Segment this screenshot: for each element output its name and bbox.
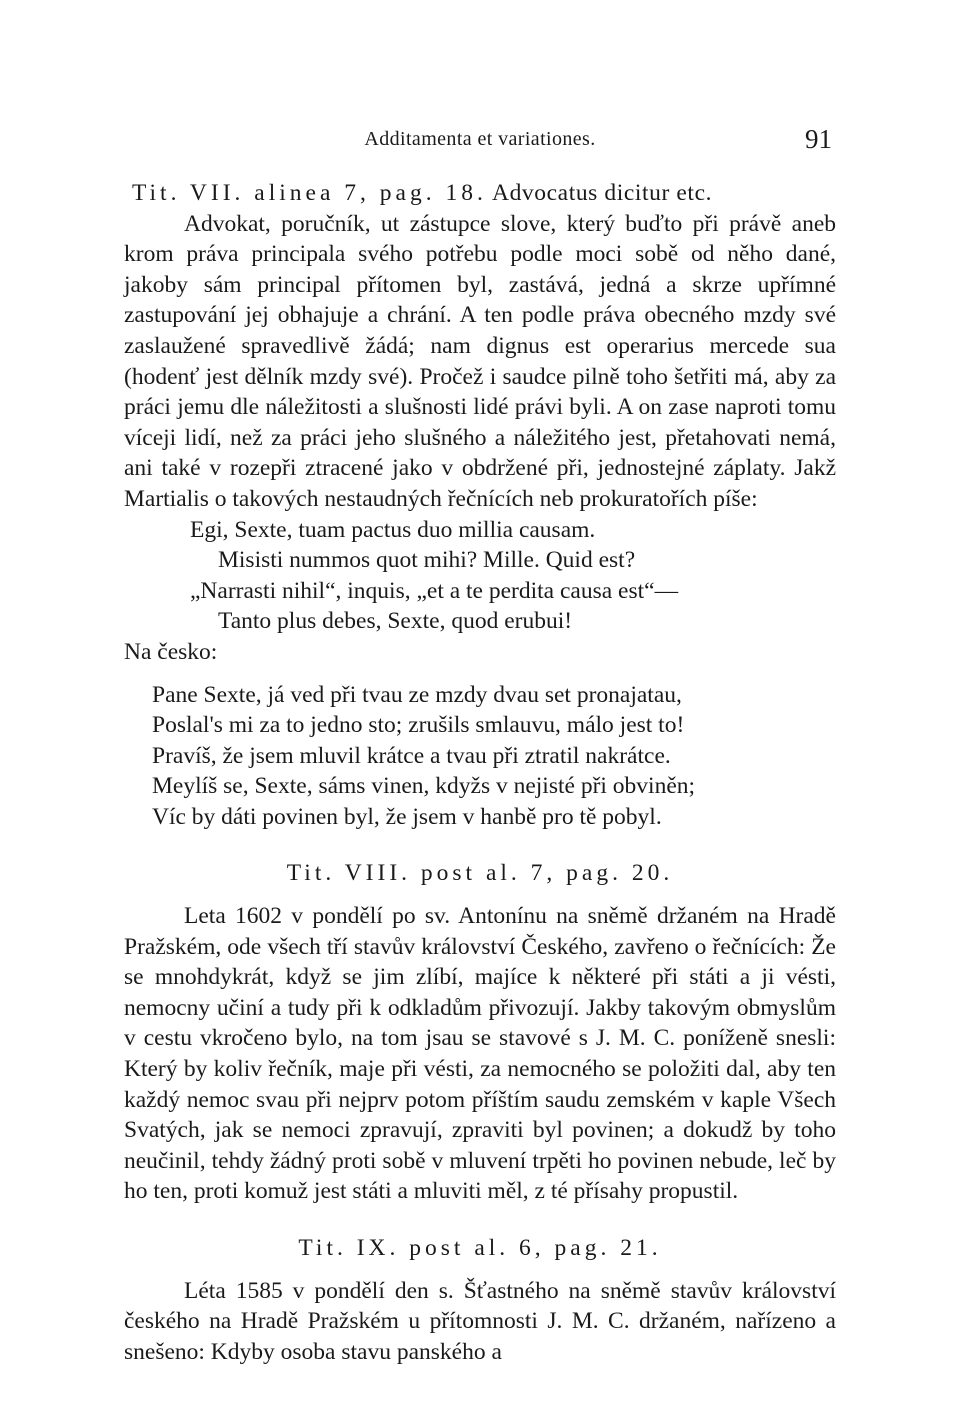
- section-ix-paragraph: Léta 1585 v pondělí den s. Šťastného na sněmě stavův království českého na Hradě Pražském u přítomnosti J. M. C. držaném, nařízeno a snešeno: Kdyby osoba stavu panského a: [124, 1277, 836, 1365]
- czech-verse-line: Pravíš, že jsem mluvil krátce a tvau při ztratil nakrátce.: [152, 742, 671, 769]
- latin-verse-line: Egi, Sexte, tuam pactus duo millia causam.: [190, 516, 596, 543]
- section-viii-heading: [124, 858, 836, 889]
- czech-translation-verse: [124, 680, 836, 833]
- czech-verse-line: Poslal's mi za to jedno sto; zrušils smlauvu, málo jest to!: [152, 712, 685, 739]
- section-vii-paragraph: Advokat, poručník, ut zástupce slove, který buďto při právě aneb krom práva principala svého potřebu podle moci sobě od něho dané, jakoby sám principal přítomen byl, zastává, jedná a skrze upřímné zastupování jej obhajuje a chrání. A ten podle práva obecného mzdy své zaslaužené spravedlivě žádá; nam dignus est operarius mercede sua (hodenť jest dělník mzdy své). Pročež i saudce pilně toho šetřiti má, aby za práci jemu dle náležitosti a slušnosti lidé právi byli. A on zase naproti tomu víceji lidí, než za práci jeho slušného a náležitého jest, přetahovati nemá, ani také v rozepři ztracené jako v obdržené při, jednostejné záplaty. Jakž Martialis o takových nestaudných řečnících neb prokuratořích píše:: [124, 210, 836, 512]
- running-title: Additamenta et variationes.: [364, 128, 596, 150]
- section-vii-heading: [124, 178, 836, 209]
- section-vii-reference: Tit. VII. alinea 7, pag. 18.: [132, 180, 487, 206]
- latin-verse-line: Tanto plus debes, Sexte, quod erubui!: [218, 608, 573, 635]
- page-number: 91: [805, 124, 832, 154]
- section-ix-heading-text: Tit. IX. post al. 6, pag. 21.: [298, 1235, 662, 1261]
- running-header: [0, 124, 960, 158]
- section-ix-heading: [124, 1233, 836, 1264]
- czech-verse-line: Meylíš se, Sexte, sáms vinen, kdyžs v nejisté při obviněn;: [152, 773, 696, 800]
- latin-verse-line: Misisti nummos quot mihi? Mille. Quid est?: [218, 547, 636, 574]
- czech-verse-line: Víc by dáti povinen byl, že jsem v hanbě pro tě pobyl.: [152, 803, 662, 830]
- latin-epigram: [124, 515, 836, 637]
- section-viii-paragraph: Leta 1602 v pondělí po sv. Antonínu na sněmě držaném na Hradě Pražském, ode všech tří stavův království Českého, zavřeno o řečnících: Že se mnohdykrát, když se jim zlíbí, majíce k některé při státi a ji vésti, nemocny učiní a tudy při k odkladům přivozují. Jakby takovým obmyslům v cestu vkročeno bylo, na tom jsau se stavové s J. M. C. poníženě snesli: Který by koliv řečník, maje při vésti, za nemocného se položiti dal, aby ten každý nemoc svau při nejprv potom příštím saudu zemském v kaple Všech Svatých, jak se nemoci zpravují, zpraviti byl povinen; a dokudž by toho neučinil, tehdy žádný proti sobě v mluvení trpěti ho povinen nebude, leč by ho ten, proti komuž jest státi a mluviti měl, z té přísahy propustil.: [124, 903, 836, 1205]
- czech-verse-line: Pane Sexte, já ved při tvau ze mzdy dvau set pronajatau,: [152, 681, 682, 708]
- latin-verse-line: „Narrasti nihil“, inquis, „et a te perdita causa est“—: [190, 577, 679, 604]
- translation-label: Na česko:: [124, 638, 218, 665]
- page-body: [124, 178, 836, 1367]
- section-vii-subject: Advocatus dicitur etc.: [486, 180, 713, 206]
- section-viii-heading-text: Tit. VIII. post al. 7, pag. 20.: [286, 860, 674, 887]
